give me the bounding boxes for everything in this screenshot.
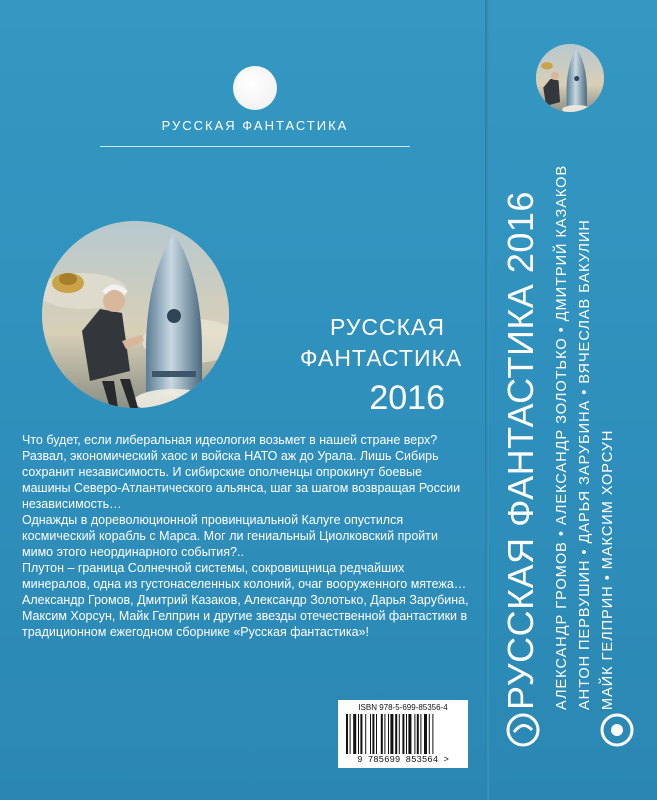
barcode-digits: 9 785699 853564 > bbox=[357, 755, 449, 765]
barcode-icon bbox=[346, 714, 460, 754]
title-line-1: РУССКАЯ bbox=[329, 314, 445, 340]
blurb-paragraph: Александр Громов, Дмитрий Казаков, Александр Золотько, Дарья Зарубина, Максим Хорсун, Майк Гелприн и другие звезды отечественной фантастики в традиционном ежегодном сборнике «Русская фантастика»! bbox=[22, 593, 469, 639]
spine bbox=[485, 0, 657, 800]
series-circle-icon bbox=[233, 66, 277, 110]
publisher-logo bbox=[505, 712, 635, 748]
spine-title: РУССКАЯ ФАНТАСТИКА 2016 bbox=[500, 191, 541, 710]
spine-illustration bbox=[536, 44, 604, 112]
blurb-paragraph: Однажды в дореволюционной провинциальной Калуге опустился космический корабль с Марса. Мог ли гениальный Циолковский пройти мимо этого неординарного события?.. bbox=[22, 513, 438, 559]
series-label: РУССКАЯ ФАНТАСТИКА bbox=[161, 118, 349, 133]
spine-authors-line: АНТОН ПЕРВУШИН • ДАРЬЯ ЗАРУБИНА • ВЯЧЕСЛАВ БАКУЛИН bbox=[577, 219, 593, 710]
isbn-barcode bbox=[338, 700, 468, 768]
isbn-text: ISBN 978-5-699-85356-4 bbox=[358, 703, 448, 712]
blurb bbox=[22, 432, 472, 640]
divider-line bbox=[100, 146, 410, 147]
title-line-2: ФАНТАСТИКА bbox=[300, 345, 463, 371]
spine-fold bbox=[485, 0, 489, 800]
blurb-paragraph: Что будет, если либеральная идеология возьмет в нашей стране верх? Развал, экономический хаос и войска НАТО аж до Урала. Лишь Сибирь сохранит независимость. И сибирские ополченцы опрокинут боевые машины Северо-Атлантического альянса, шаг за шагом возвращая России независимость… bbox=[22, 433, 461, 511]
cover-illustration bbox=[42, 221, 229, 408]
spine-authors-line: АЛЕКСАНДР ГРОМОВ • АЛЕКСАНДР ЗОЛОТЬКО • ДМИТРИЙ КАЗАКОВ bbox=[554, 164, 570, 710]
book-title bbox=[300, 312, 463, 420]
blurb-paragraph: Плутон – граница Солнечной системы, сокровищница редчайших минералов, одна из густонаселенных колоний, очаг вооруженного мятежа… bbox=[22, 561, 467, 591]
spine-rocket-svg bbox=[536, 44, 604, 112]
title-year: 2016 bbox=[369, 379, 445, 417]
spine-text bbox=[497, 150, 637, 710]
spine-authors-line: МАЙК ГЕЛПРИН • МАКСИМ ХОРСУН bbox=[600, 429, 616, 710]
rocket-illustration-svg bbox=[42, 221, 229, 408]
